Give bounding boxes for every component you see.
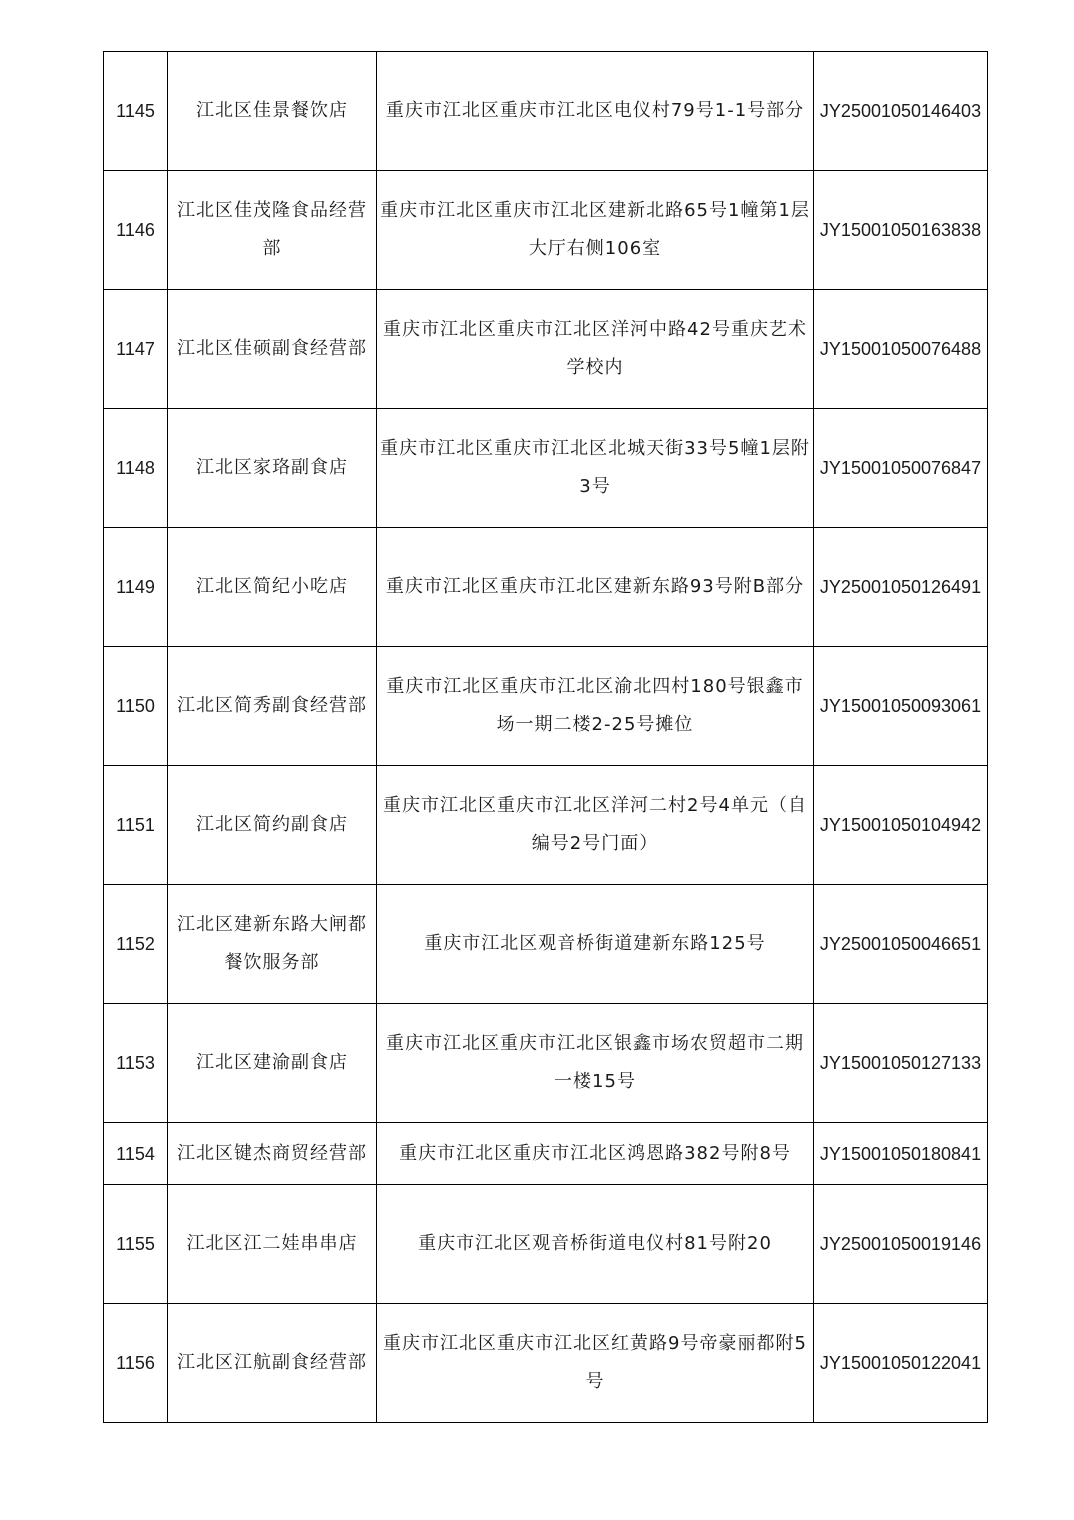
business-address: 重庆市江北区重庆市江北区银鑫市场农贸超市二期一楼15号 [377, 1004, 814, 1123]
table-row [104, 290, 988, 409]
business-name: 江北区佳景餐饮店 [168, 52, 377, 171]
table-row [104, 528, 988, 647]
business-name: 江北区建渝副食店 [168, 1004, 377, 1123]
table-row [104, 647, 988, 766]
row-number: 1156 [104, 1304, 168, 1423]
business-name: 江北区家珞副食店 [168, 409, 377, 528]
business-name: 江北区佳茂隆食品经营部 [168, 171, 377, 290]
business-address: 重庆市江北区重庆市江北区鸿恩路382号附8号 [377, 1123, 814, 1185]
license-number: JY15001050076488 [814, 290, 988, 409]
license-number: JY25001050126491 [814, 528, 988, 647]
business-name: 江北区键杰商贸经营部 [168, 1123, 377, 1185]
table-row [104, 1123, 988, 1185]
license-number: JY25001050046651 [814, 885, 988, 1004]
license-number: JY15001050180841 [814, 1123, 988, 1185]
business-address: 重庆市江北区重庆市江北区北城天街33号5幢1层附3号 [377, 409, 814, 528]
row-number: 1146 [104, 171, 168, 290]
row-number: 1149 [104, 528, 168, 647]
license-number: JY25001050146403 [814, 52, 988, 171]
business-name: 江北区简约副食店 [168, 766, 377, 885]
business-address: 重庆市江北区重庆市江北区建新北路65号1幢第1层大厅右侧106室 [377, 171, 814, 290]
row-number: 1145 [104, 52, 168, 171]
row-number: 1147 [104, 290, 168, 409]
table-row [104, 885, 988, 1004]
table-row [104, 409, 988, 528]
business-address: 重庆市江北区观音桥街道电仪村81号附20 [377, 1185, 814, 1304]
row-number: 1152 [104, 885, 168, 1004]
row-number: 1150 [104, 647, 168, 766]
license-number: JY15001050122041 [814, 1304, 988, 1423]
business-address: 重庆市江北区重庆市江北区洋河二村2号4单元（自编号2号门面） [377, 766, 814, 885]
business-name: 江北区简秀副食经营部 [168, 647, 377, 766]
table-row [104, 1004, 988, 1123]
document-page [103, 51, 988, 1423]
row-number: 1155 [104, 1185, 168, 1304]
table-row [104, 766, 988, 885]
business-address: 重庆市江北区重庆市江北区洋河中路42号重庆艺术学校内 [377, 290, 814, 409]
license-number: JY15001050093061 [814, 647, 988, 766]
business-address: 重庆市江北区观音桥街道建新东路125号 [377, 885, 814, 1004]
business-name: 江北区建新东路大闸都餐饮服务部 [168, 885, 377, 1004]
license-table [103, 51, 988, 1423]
row-number: 1148 [104, 409, 168, 528]
business-address: 重庆市江北区重庆市江北区建新东路93号附B部分 [377, 528, 814, 647]
business-name: 江北区江航副食经营部 [168, 1304, 377, 1423]
table-row [104, 171, 988, 290]
table-row [104, 1185, 988, 1304]
license-number: JY15001050163838 [814, 171, 988, 290]
business-address: 重庆市江北区重庆市江北区红黄路9号帝豪丽都附5号 [377, 1304, 814, 1423]
table-row [104, 52, 988, 171]
license-number: JY15001050127133 [814, 1004, 988, 1123]
business-address: 重庆市江北区重庆市江北区电仪村79号1-1号部分 [377, 52, 814, 171]
license-number: JY15001050104942 [814, 766, 988, 885]
business-name: 江北区佳硕副食经营部 [168, 290, 377, 409]
row-number: 1154 [104, 1123, 168, 1185]
license-number: JY25001050019146 [814, 1185, 988, 1304]
business-name: 江北区简纪小吃店 [168, 528, 377, 647]
row-number: 1153 [104, 1004, 168, 1123]
row-number: 1151 [104, 766, 168, 885]
license-number: JY15001050076847 [814, 409, 988, 528]
table-row [104, 1304, 988, 1423]
business-address: 重庆市江北区重庆市江北区渝北四村180号银鑫市场一期二楼2-25号摊位 [377, 647, 814, 766]
business-name: 江北区江二娃串串店 [168, 1185, 377, 1304]
